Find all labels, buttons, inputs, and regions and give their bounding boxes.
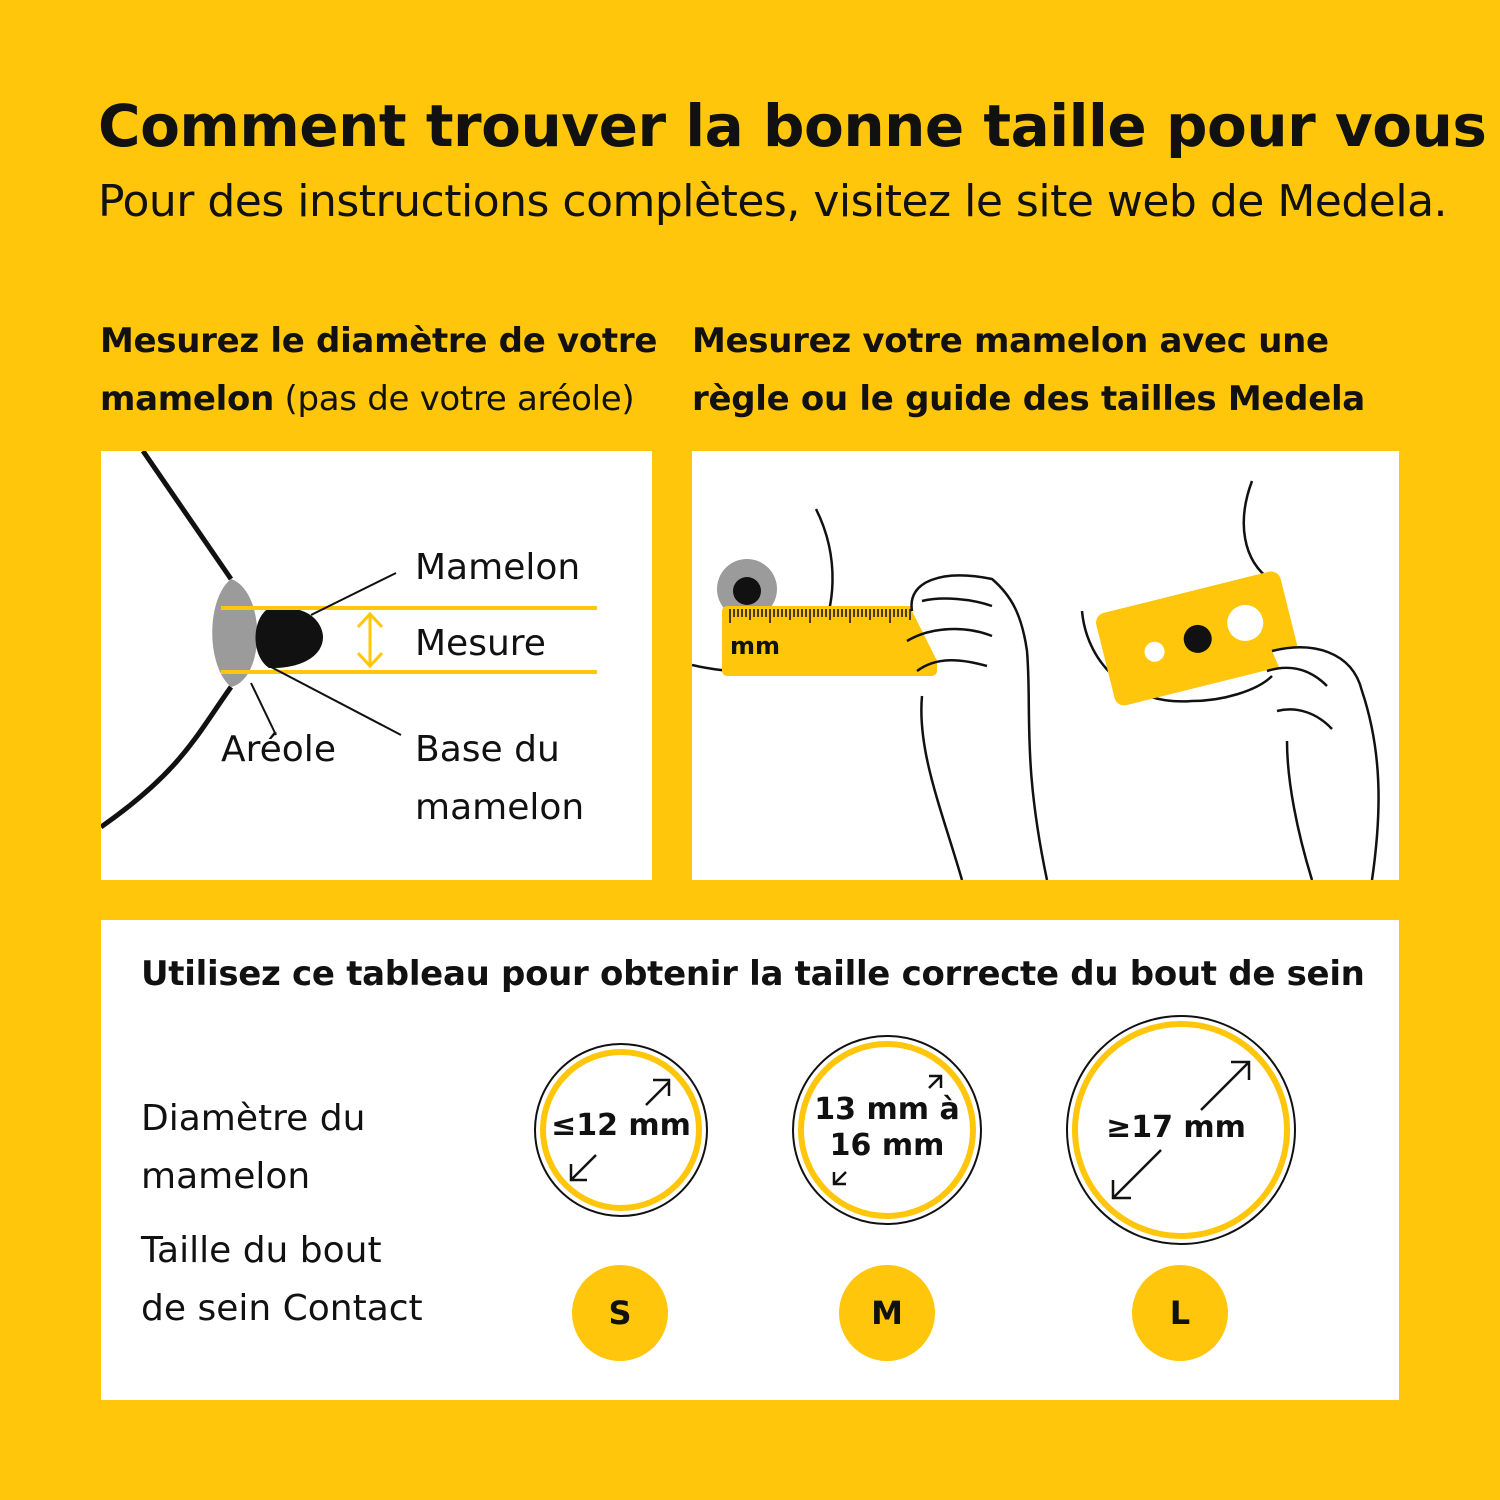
diameter-l: ≥17 mm xyxy=(1106,1110,1246,1145)
hand-1-wrist xyxy=(921,696,962,880)
left-heading-normal: (pas de votre aréole) xyxy=(273,379,635,419)
page-subtitle: Pour des instructions complètes, visitez le site web de Medela. xyxy=(98,176,1448,227)
page-title: Comment trouver la bonne taille pour vous xyxy=(98,92,1487,160)
right-heading-line-2: règle ou le guide des tailles Medela xyxy=(692,379,1365,419)
nipple-shape xyxy=(256,607,324,668)
diameter-m-line-2: 16 mm xyxy=(829,1128,945,1163)
row-label-size-line-2: de sein Contact xyxy=(141,1288,423,1329)
diameter-m xyxy=(807,1092,967,1164)
diameter-s: ≤12 mm xyxy=(551,1108,691,1143)
breast-outline-bottom xyxy=(101,687,231,827)
size-badge-s: S xyxy=(572,1265,668,1361)
label-base-line-2: mamelon xyxy=(415,787,585,828)
row-label-size-line-1: Taille du bout xyxy=(141,1230,382,1271)
breast-outline-top xyxy=(143,451,231,579)
row-label-diameter-line-1: Diamètre du xyxy=(141,1098,366,1139)
right-heading-line-1: Mesurez votre mamelon avec une xyxy=(692,321,1329,361)
row-label-diameter-line-2: mamelon xyxy=(141,1156,311,1197)
left-column-heading xyxy=(100,312,670,428)
nipple-diagram-panel xyxy=(101,451,652,880)
right-column-heading xyxy=(692,312,1392,428)
size-table-panel xyxy=(101,920,1399,1400)
measure-arrow-icon xyxy=(358,614,382,666)
left-heading-bold-2: mamelon xyxy=(100,379,274,419)
measuring-illustration xyxy=(692,451,1399,880)
ruler-unit-label: mm xyxy=(730,632,781,660)
hand-1-outline xyxy=(912,576,1047,880)
table-heading: Utilisez ce tableau pour obtenir la taille correcte du bout de sein xyxy=(141,954,1365,994)
size-guide-card xyxy=(1094,569,1301,707)
label-mesure: Mesure xyxy=(415,623,546,664)
label-base-line-1: Base du xyxy=(415,729,560,770)
breast-2-outline-top xyxy=(1244,481,1272,581)
nipple-1-shape xyxy=(733,577,761,605)
left-heading-bold-1: Mesurez le diamètre de votre xyxy=(100,321,658,361)
diameter-m-line-1: 13 mm à xyxy=(814,1092,960,1127)
label-mamelon: Mamelon xyxy=(415,547,581,588)
label-areole: Aréole xyxy=(221,729,336,770)
size-badge-l: L xyxy=(1132,1265,1228,1361)
hand-2-wrist xyxy=(1287,741,1312,880)
measuring-illustration-panel xyxy=(692,451,1399,880)
size-badge-m: M xyxy=(839,1265,935,1361)
